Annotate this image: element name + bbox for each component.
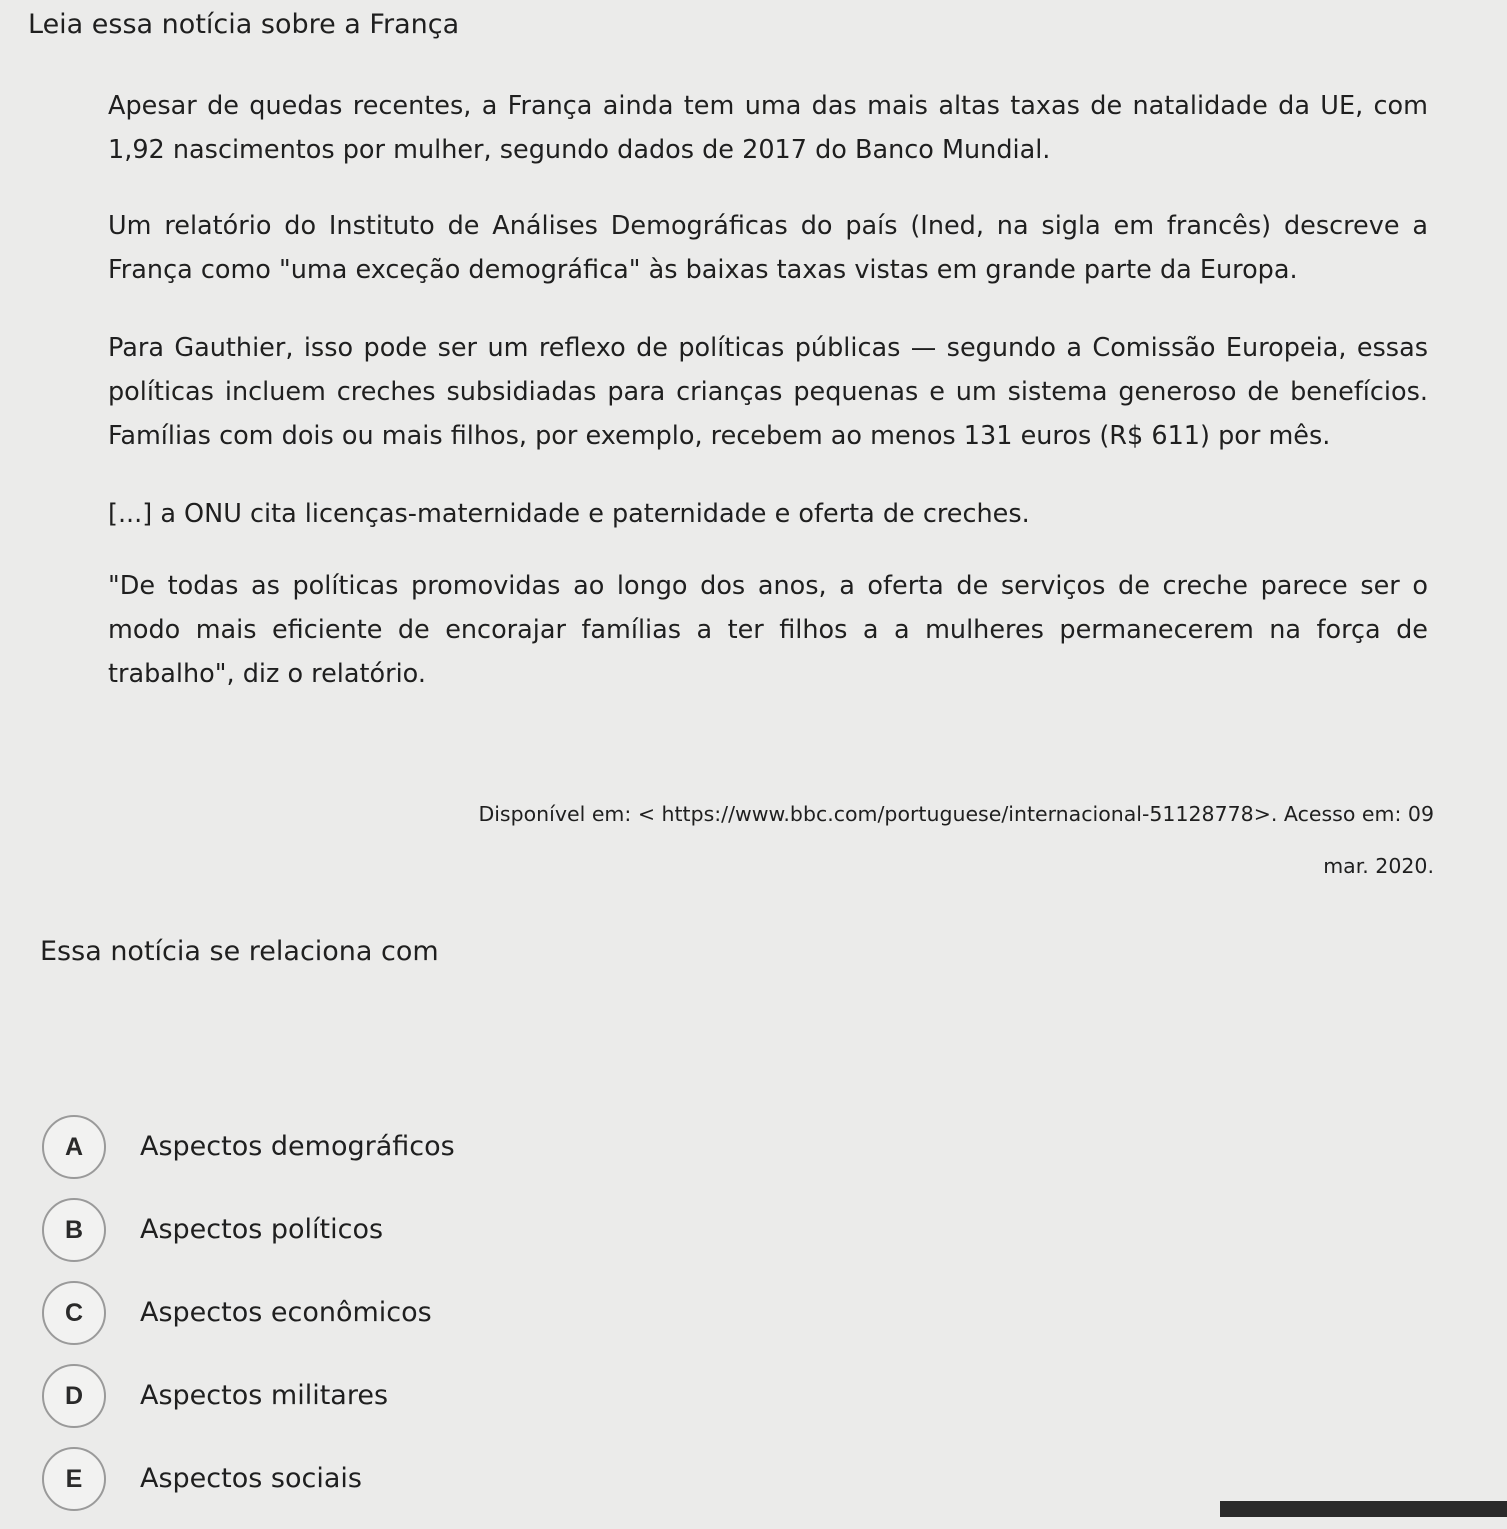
article-paragraph: "De todas as políticas promovidas ao longo dos anos, a oferta de serviços de creche parece ser o modo mais eficiente de encorajar famílias a ter filhos a a mulheres permanecerem na força de trabalho", diz o relatório. — [108, 571, 1428, 689]
option-e[interactable] — [42, 1446, 942, 1512]
option-b[interactable] — [42, 1197, 942, 1263]
option-d[interactable] — [42, 1363, 942, 1429]
answer-options — [42, 1114, 942, 1529]
option-letter-b[interactable]: B — [42, 1198, 106, 1262]
article-paragraph: [...] a ONU cita licenças-maternidade e paternidade e oferta de creches. — [108, 499, 1030, 529]
intro-text: Leia essa notícia sobre a França — [28, 9, 460, 40]
option-text-b[interactable]: Aspectos políticos — [140, 1214, 384, 1245]
article-paragraph: Apesar de quedas recentes, a França ainda tem uma das mais altas taxas de natalidade da UE, com 1,92 nascimentos por mulher, segundo dados de 2017 do Banco Mundial. — [108, 91, 1428, 165]
option-letter-d[interactable]: D — [42, 1364, 106, 1428]
source-citation: Disponível em: < https://www.bbc.com/portuguese/internacional-51128778>. Acesso em: 09 mar. 2020. — [478, 802, 1434, 878]
option-letter-e[interactable]: E — [42, 1447, 106, 1511]
article-paragraph: Para Gauthier, isso pode ser um reflexo de políticas públicas — segundo a Comissão Europeia, essas políticas incluem creches subsidiadas para crianças pequenas e um sistema generoso de benefícios. Famílias com dois ou mais filhos, por exemplo, recebem ao menos 131 euros (R$ 611) por mês. — [108, 333, 1428, 451]
option-letter-c[interactable]: C — [42, 1281, 106, 1345]
option-a[interactable] — [42, 1114, 942, 1180]
option-text-c[interactable]: Aspectos econômicos — [140, 1297, 432, 1328]
option-text-d[interactable]: Aspectos militares — [140, 1380, 389, 1411]
option-letter-a[interactable]: A — [42, 1115, 106, 1179]
news-article — [108, 84, 1428, 730]
option-text-a[interactable]: Aspectos demográficos — [140, 1131, 455, 1162]
option-c[interactable] — [42, 1280, 942, 1346]
article-paragraph: Um relatório do Instituto de Análises Demográficas do país (Ined, na sigla em francês) descreve a França como "uma exceção demográfica" às baixas taxas vistas em grande parte da Europa. — [108, 211, 1428, 285]
screen-bezel-edge — [1220, 1501, 1507, 1517]
option-text-e[interactable]: Aspectos sociais — [140, 1463, 362, 1494]
question-prompt: Essa notícia se relaciona com — [40, 936, 439, 967]
